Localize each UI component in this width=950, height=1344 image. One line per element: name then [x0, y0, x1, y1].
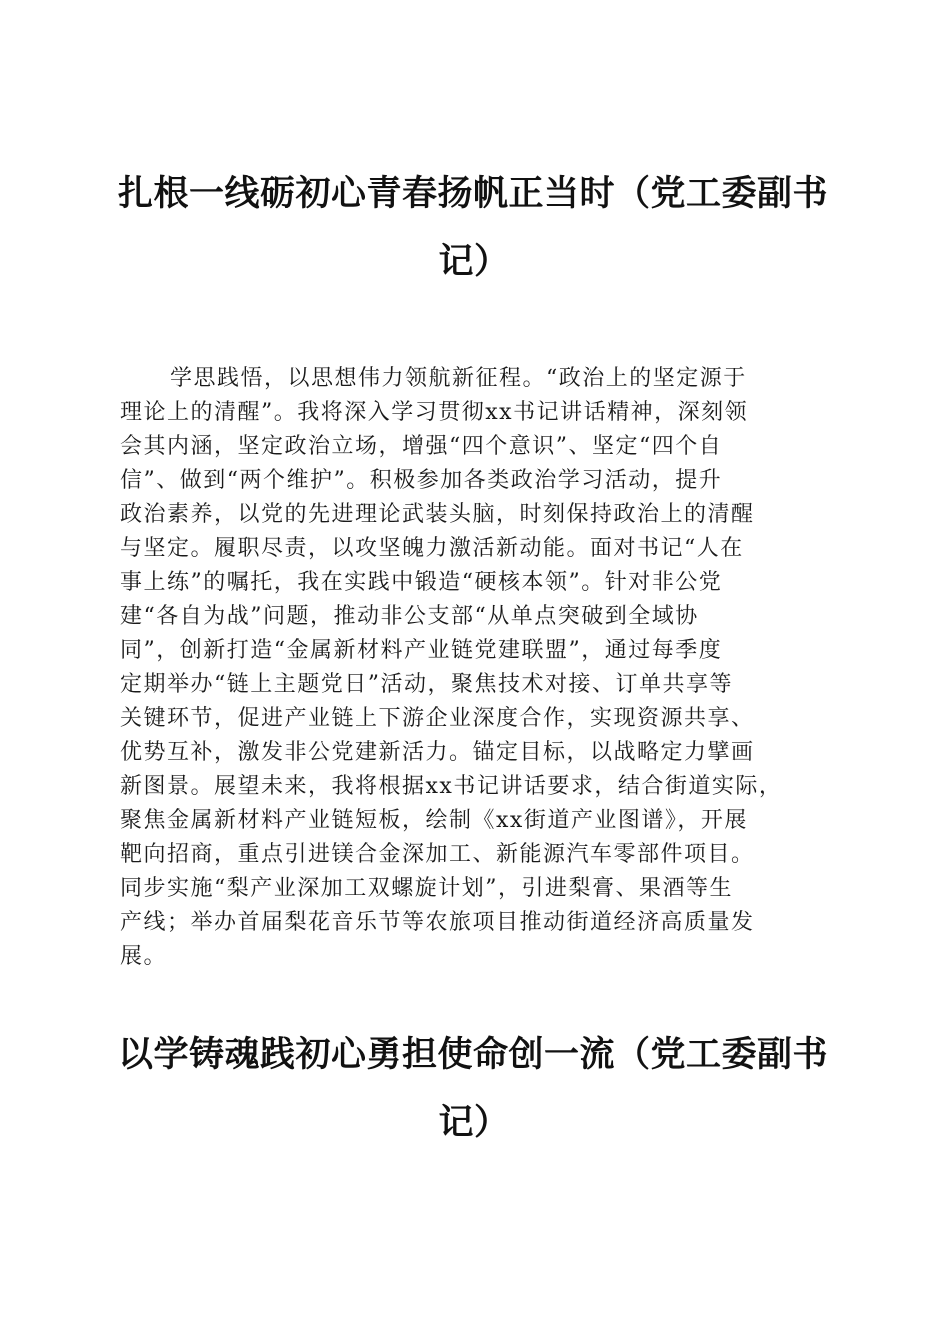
- paragraph-line: 新图景。展望未来，我将根据xx书记讲话要求，结合街道实际，: [120, 774, 783, 799]
- section-1-title-line-1: 扎根一线砺初心青春扬帆正当时（党工委副书: [118, 174, 829, 214]
- paragraph-line: 学思践悟，以思想伟力领航新征程。“政治上的坚定源于: [170, 366, 747, 391]
- section-1-title-line-2: 记）: [438, 242, 510, 282]
- paragraph-line: 会其内涵，坚定政治立场，增强“四个意识”、坚定“四个自: [120, 434, 723, 459]
- paragraph-line: 优势互补，激发非公党建新活力。锚定目标，以战略定力擘画: [120, 740, 755, 765]
- paragraph-line: 理论上的清醒”。我将深入学习贯彻xx书记讲话精神，深刻领: [120, 400, 749, 425]
- paragraph-line: 定期举办“链上主题党日”活动，聚焦技术对接、订单共享等: [120, 672, 733, 697]
- paragraph-line: 建“各自为战”问题，推动非公支部“从单点突破到全域协: [120, 604, 699, 629]
- paragraph-line: 同”，创新打造“金属新材料产业链党建联盟”，通过每季度: [120, 638, 723, 663]
- paragraph-line: 产线；举办首届梨花音乐节等农旅项目推动街道经济高质量发: [120, 910, 755, 935]
- paragraph-line: 与坚定。履职尽责，以攻坚魄力激活新动能。面对书记“人在: [120, 536, 744, 561]
- paragraph-line: 同步实施“梨产业深加工双螺旋计划”，引进梨膏、果酒等生: [120, 876, 733, 901]
- paragraph-line: 聚焦金属新材料产业链短板，绘制《xx街道产业图谱》，开展: [120, 808, 748, 833]
- section-2-title-line-1: 以学铸魂践初心勇担使命创一流（党工委副书: [118, 1035, 829, 1075]
- paragraph-line: 关键环节，促进产业链上下游企业深度合作，实现资源共享、: [120, 706, 755, 731]
- section-2-title-line-2: 记）: [438, 1103, 510, 1143]
- section-1-paragraph: [120, 362, 832, 974]
- paragraph-line: 政治素养，以党的先进理论武装头脑，时刻保持政治上的清醒: [120, 502, 755, 527]
- paragraph-line: 信”、做到“两个维护”。积极参加各类政治学习活动，提升: [120, 468, 723, 493]
- paragraph-line: 展。: [120, 944, 168, 969]
- paragraph-line: 事上练”的嘱托，我在实践中锻造“硬核本领”。针对非公党: [120, 570, 723, 595]
- paragraph-line: 靶向招商，重点引进镁合金深加工、新能源汽车零部件项目。: [120, 842, 755, 867]
